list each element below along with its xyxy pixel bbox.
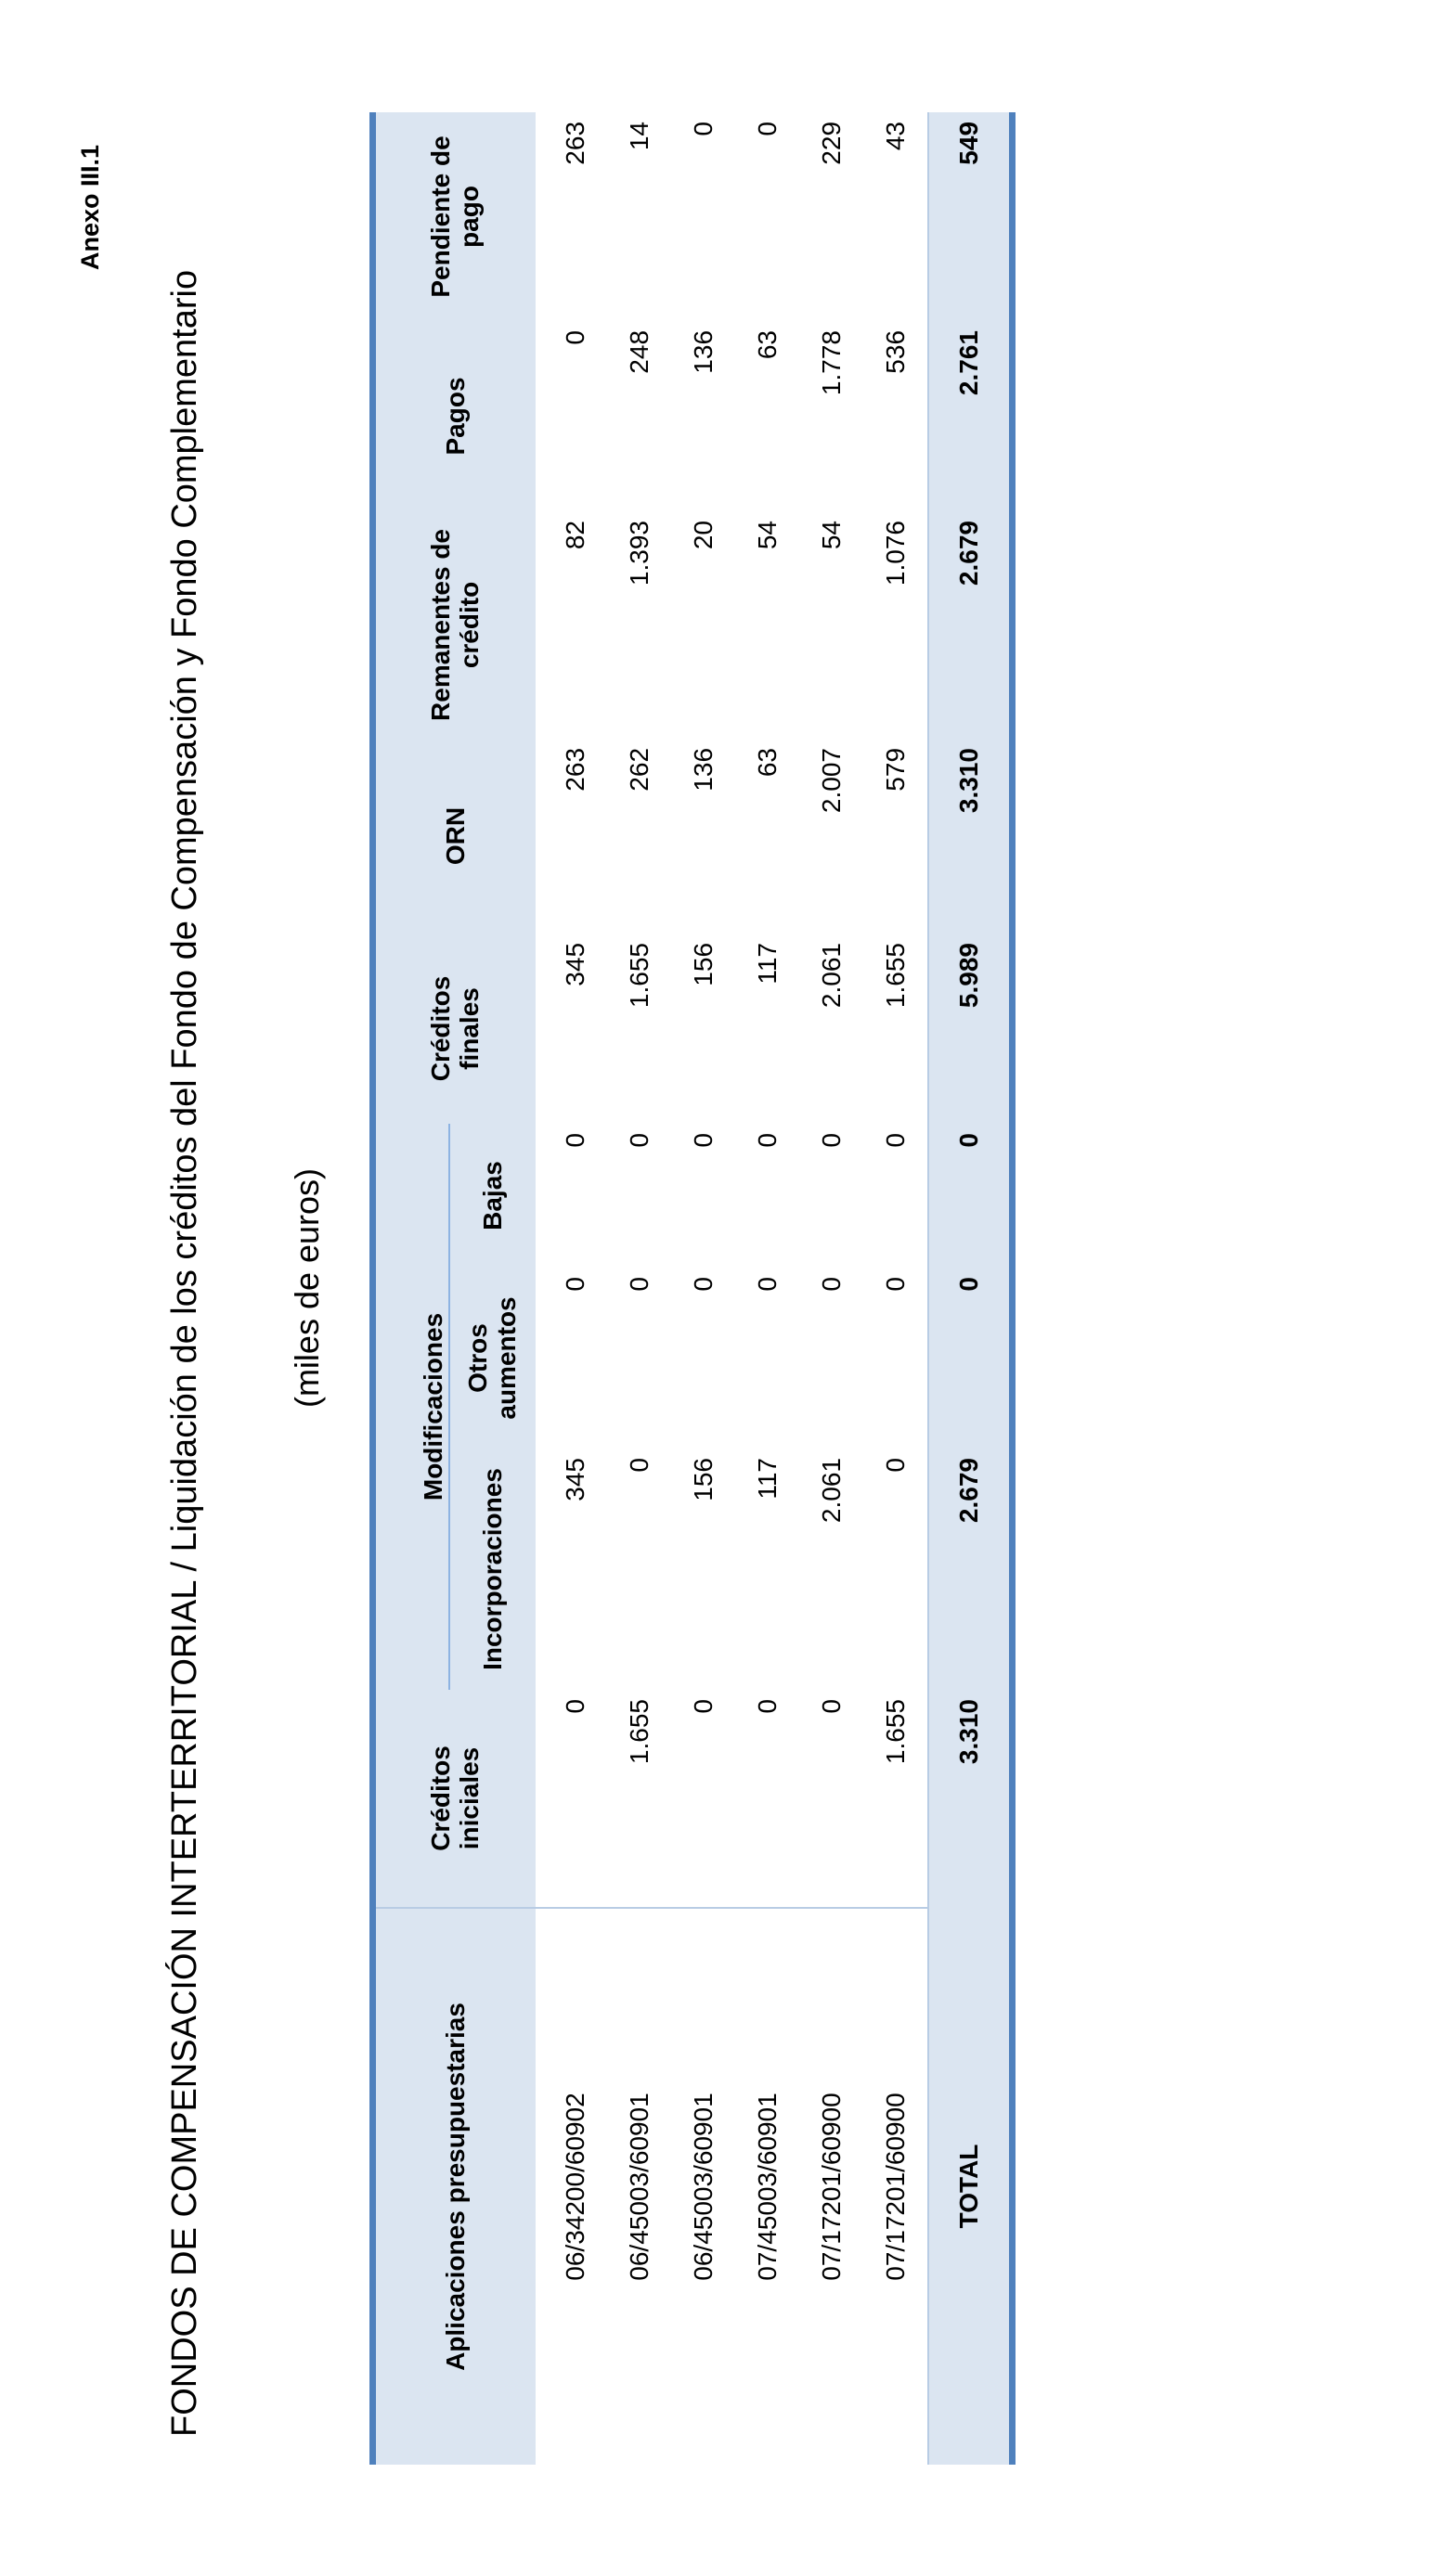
cell-remanentes: 82: [560, 520, 589, 550]
cell-incorporaciones: 0: [624, 1458, 653, 1473]
cell-aplicacion: 07/17201/60900: [880, 2093, 910, 2281]
total-incorporaciones: 2.679: [928, 1449, 1013, 1690]
cell-orn: 579: [880, 747, 910, 792]
cell-pendiente: 0: [752, 121, 782, 136]
cell-orn: 2.007: [816, 747, 846, 814]
cell-creditos-finales: 117: [752, 942, 782, 985]
cell-incorporaciones: 2.061: [816, 1458, 846, 1524]
table-row: [799, 112, 863, 2465]
cell-pagos: 536: [880, 329, 910, 374]
cell-creditos-finales: 345: [560, 942, 589, 986]
cell-pendiente: 263: [560, 121, 589, 165]
cell-otros-aumentos: 0: [560, 1277, 589, 1292]
cell-pendiente: 229: [816, 121, 846, 165]
cell-aplicacion: 07/45003/60901: [752, 2093, 782, 2281]
total-row: [928, 112, 1013, 2465]
header-bajas: Bajas: [449, 1124, 536, 1268]
cell-aplicacion: 07/17201/60900: [816, 2093, 846, 2281]
cell-otros-aumentos: 0: [880, 1277, 910, 1292]
header-orn: ORN: [373, 739, 537, 934]
cell-pagos: 1.778: [816, 329, 846, 396]
cell-incorporaciones: 0: [880, 1458, 910, 1473]
cell-orn: 263: [560, 747, 589, 792]
header-pagos: Pagos: [373, 321, 537, 511]
cell-orn: 136: [688, 747, 718, 792]
cell-pendiente: 14: [624, 121, 653, 151]
cell-remanentes: 1.393: [624, 520, 653, 586]
total-pendiente: 549: [928, 112, 1013, 321]
cell-remanentes: 20: [688, 520, 718, 550]
cell-bajas: 0: [688, 1132, 718, 1148]
table-row: [607, 112, 671, 2465]
liquidation-table: [369, 112, 1016, 2465]
cell-creditos-finales: 1.655: [624, 942, 653, 1009]
cell-incorporaciones: 345: [560, 1458, 589, 1501]
cell-creditos-iniciales: 1.655: [607, 1690, 671, 1908]
cell-aplicacion: 06/34200/60902: [560, 2093, 589, 2281]
cell-creditos-finales: 2.061: [816, 942, 846, 1009]
cell-creditos-finales: 156: [688, 942, 718, 986]
cell-remanentes: 54: [816, 520, 846, 550]
table-row: [735, 112, 799, 2465]
annex-label: Anexo III.1: [76, 144, 104, 270]
cell-pagos: 136: [688, 329, 718, 374]
cell-otros-aumentos: 0: [688, 1277, 718, 1292]
cell-otros-aumentos: 0: [816, 1277, 846, 1292]
total-otros-aumentos: 0: [928, 1268, 1013, 1449]
total-creditos-iniciales: 3.310: [928, 1690, 1013, 1908]
cell-bajas: 0: [752, 1132, 782, 1148]
table-row: [671, 112, 735, 2465]
cell-creditos-iniciales: 1.655: [863, 1690, 928, 1908]
cell-orn: 262: [624, 747, 653, 792]
cell-bajas: 0: [880, 1132, 910, 1148]
cell-aplicacion: 06/45003/60901: [688, 2093, 718, 2281]
total-remanentes: 2.679: [928, 511, 1013, 739]
cell-pendiente: 0: [688, 121, 718, 136]
cell-creditos-iniciales: 0: [671, 1690, 735, 1908]
cell-aplicacion: 06/45003/60901: [624, 2093, 653, 2281]
cell-remanentes: 54: [752, 520, 782, 550]
cell-creditos-finales: 1.655: [880, 942, 910, 1009]
cell-bajas: 0: [560, 1132, 589, 1148]
cell-pendiente: 43: [880, 121, 910, 151]
cell-bajas: 0: [816, 1132, 846, 1148]
cell-pagos: 63: [752, 329, 782, 360]
cell-creditos-iniciales: 0: [799, 1690, 863, 1908]
header-otros-aumentos: Otros aumentos: [449, 1268, 536, 1449]
cell-pagos: 248: [624, 329, 653, 374]
header-remanentes: Remanentes de crédito: [373, 511, 537, 739]
header-aplicaciones: Aplicaciones presupuestarias: [373, 1908, 537, 2465]
cell-pagos: 0: [560, 329, 589, 345]
document-title: FONDOS DE COMPENSACIÓN INTERTERRITORIAL / Liquidación de los créditos del Fondo de Compensación y Fondo Complementario: [165, 269, 204, 2437]
table-row: [863, 112, 928, 2465]
total-creditos-finales: 5.989: [928, 934, 1013, 1124]
cell-incorporaciones: 117: [752, 1458, 782, 1500]
header-creditos-finales: Créditos finales: [373, 934, 537, 1124]
cell-remanentes: 1.076: [880, 520, 910, 586]
cell-otros-aumentos: 0: [624, 1277, 653, 1292]
header-incorporaciones: Incorporaciones: [449, 1449, 536, 1690]
header-creditos-iniciales: Créditos iniciales: [373, 1690, 537, 1908]
total-bajas: 0: [928, 1124, 1013, 1268]
cell-creditos-iniciales: 0: [536, 1690, 607, 1908]
cell-bajas: 0: [624, 1132, 653, 1148]
cell-incorporaciones: 156: [688, 1458, 718, 1501]
total-orn: 3.310: [928, 739, 1013, 934]
header-modificaciones: Modificaciones: [373, 1124, 450, 1690]
cell-orn: 63: [752, 747, 782, 778]
total-pagos: 2.761: [928, 321, 1013, 511]
header-pendiente: Pendiente de pago: [373, 112, 537, 321]
cell-creditos-iniciales: 0: [735, 1690, 799, 1908]
table-row: [536, 112, 607, 2465]
total-label: TOTAL: [928, 1908, 1013, 2465]
cell-otros-aumentos: 0: [752, 1277, 782, 1292]
unit-label: (miles de euros): [288, 1167, 326, 1409]
